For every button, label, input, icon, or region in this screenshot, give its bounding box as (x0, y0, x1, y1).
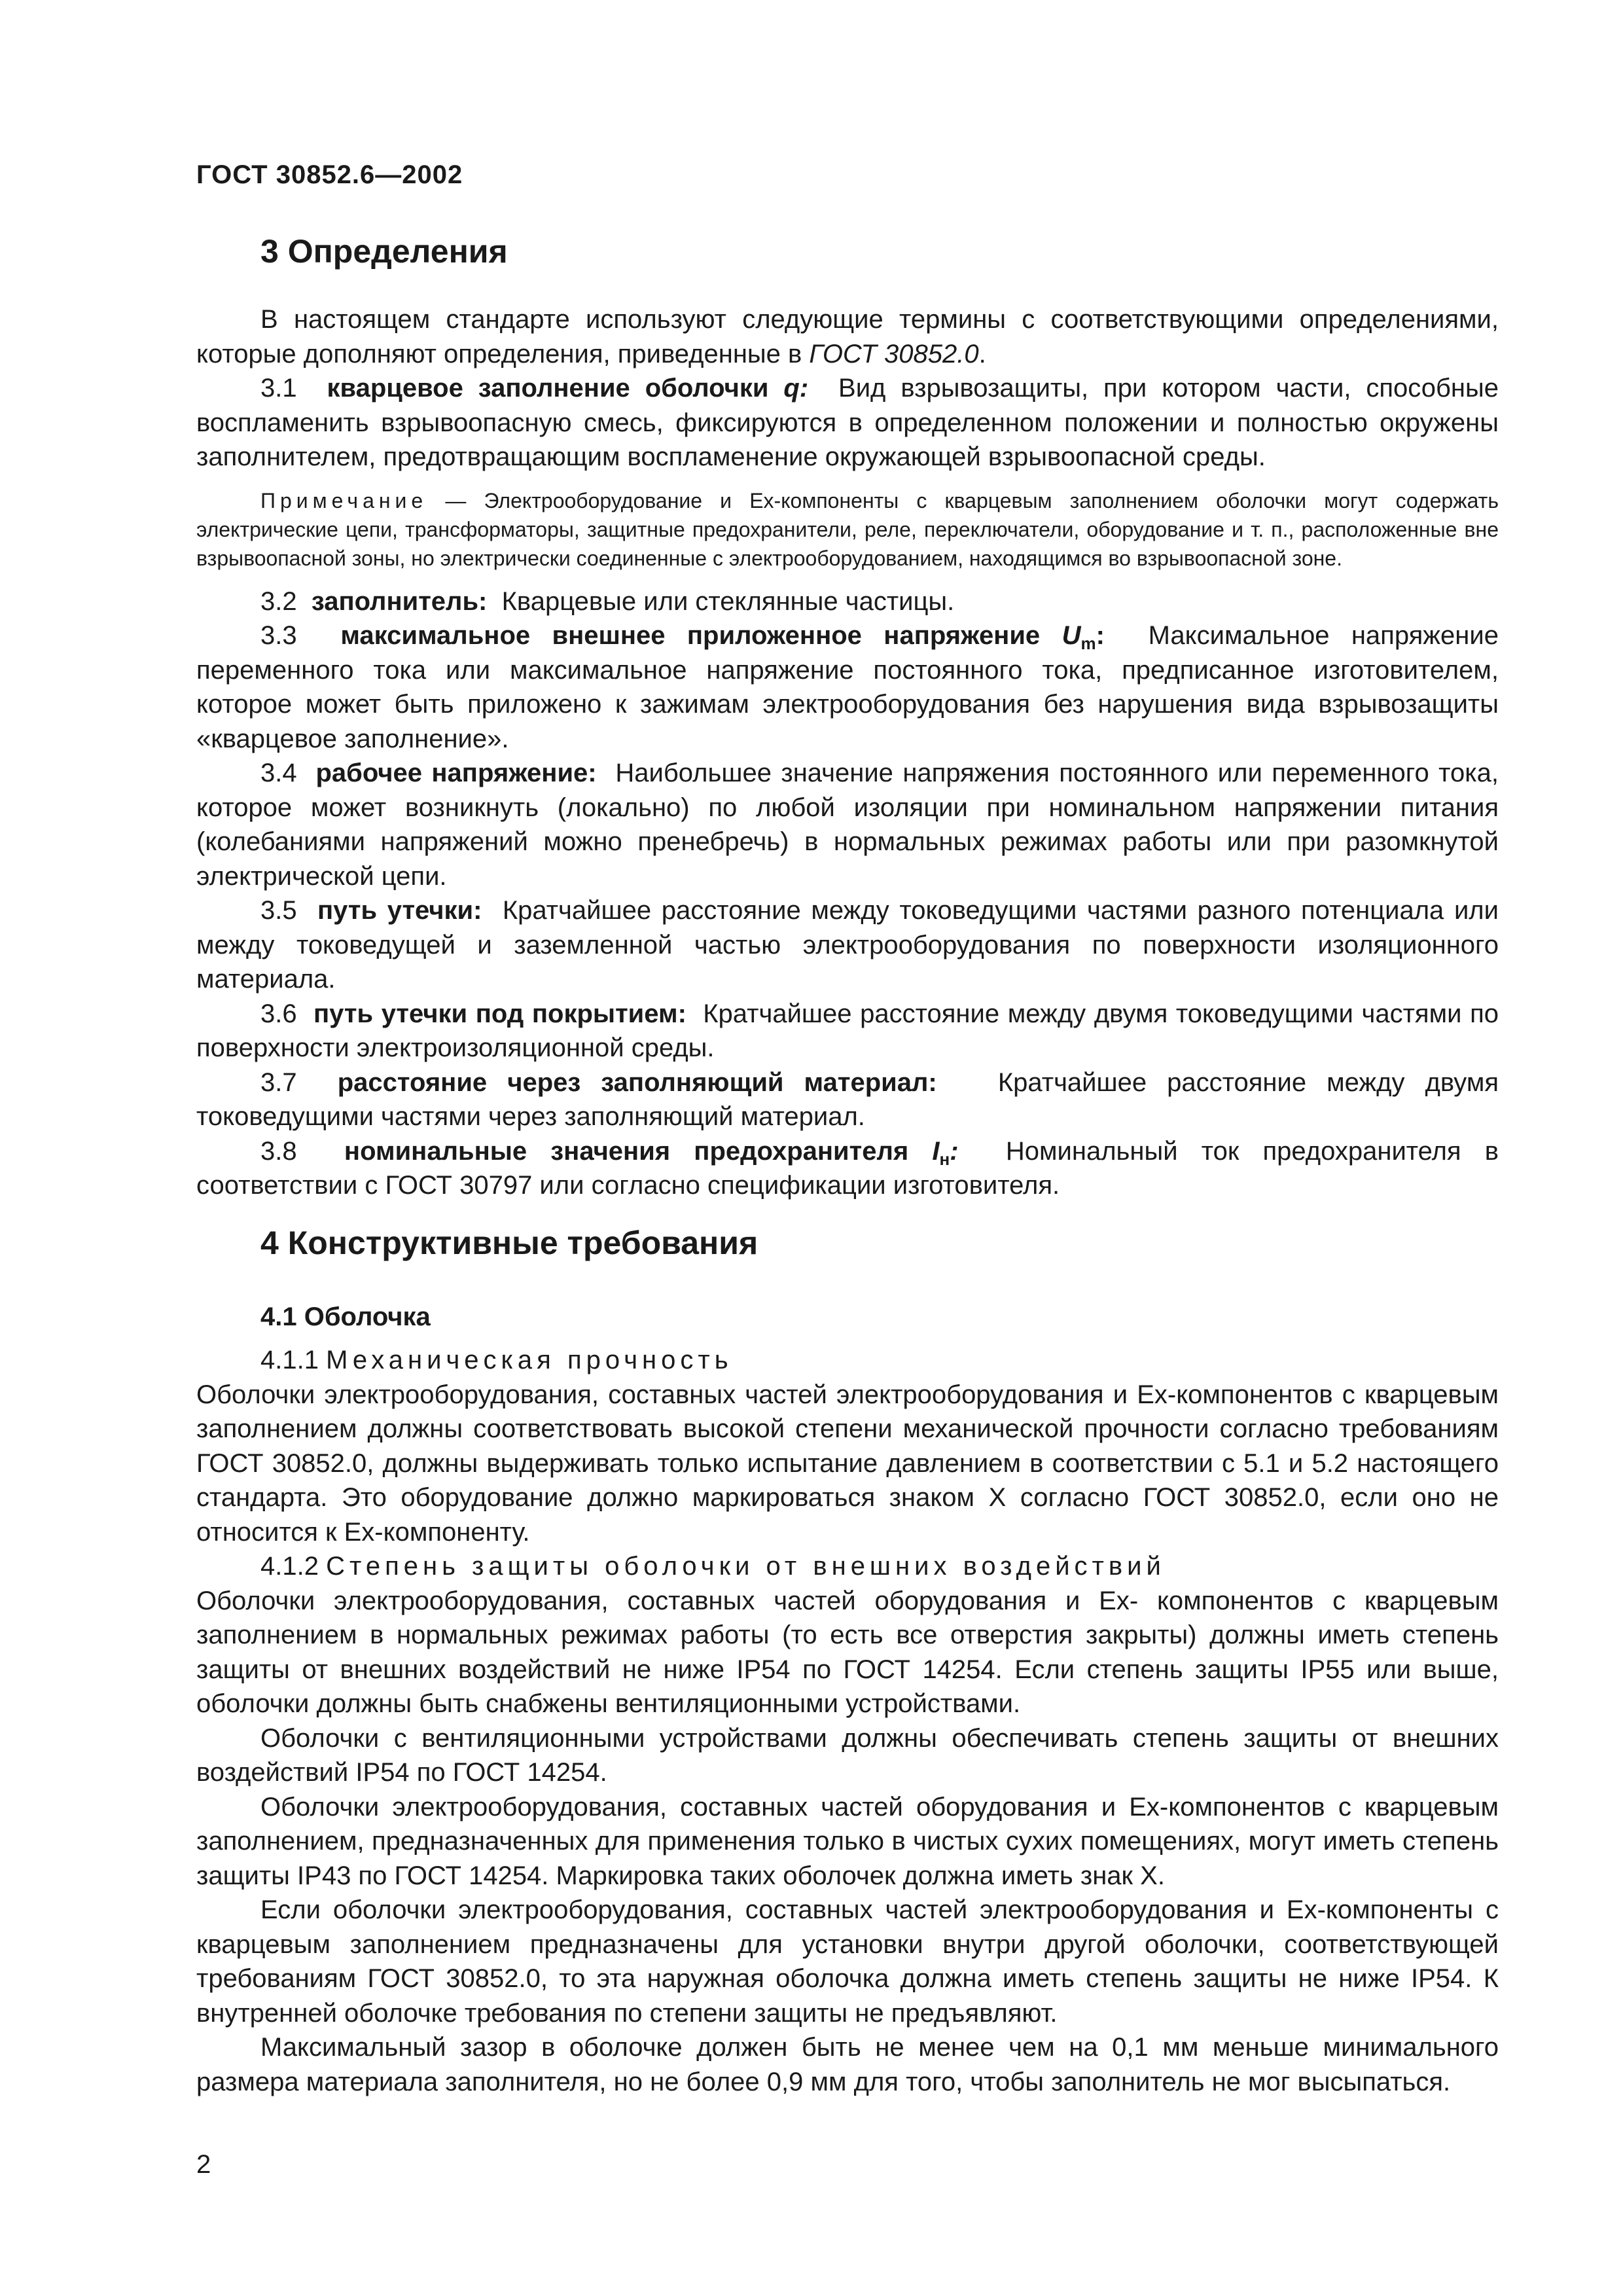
definition-3-5: 3.5 путь утечки: Кратчайшее расстояние между токоведущими частями разного потенциала или между токоведущей и заземленной частью электрооборудования по поверхности изоляционного материала. (196, 896, 1499, 994)
term-3-2: заполнитель: (311, 586, 488, 616)
term-3-5: путь утечки: (317, 896, 482, 925)
subsection-4-1-heading: 4.1 Оболочка (260, 1302, 431, 1331)
clause-4-1-2-paragraph-4: Если оболочки электрооборудования, составных частей электрооборудования и Ex-компоненты с кварцевым заполнением предназначены для установки внутри другой оболочки, соответствующей требованиям ГОСТ 30852.0, то эта наружная оболочка должна иметь степень защиты не ниже IP54. К внутренней оболочке требования по степени защиты не предъявляют. (196, 1895, 1499, 2028)
clause-4-1-2-heading: 4.1.2 Степень защиты оболочки от внешних воздействий (260, 1552, 1166, 1581)
term-3-3: максимальное внешнее приложенное напряжение (340, 621, 1041, 650)
symbol-q: q: (783, 374, 809, 403)
clause-4-1-2-paragraph-2: Оболочки с вентиляционными устройствами должны обеспечивать степень защиты от внешних воздействий IP54 по ГОСТ 14254. (196, 1723, 1499, 1787)
note-paragraph: Примечание — Электрооборудование и Ex-компоненты с кварцевым заполнением оболочки могут содержать электрические цепи, трансформаторы, защитные предохранители, реле, переключатели, оборудование и т. п., расположенные вне взрывоопасной зоны, но электрически соединенные с электрооборудованием, находящимся во взрывоопасной зоне. (196, 488, 1499, 570)
document-header: ГОСТ 30852.6—2002 (196, 160, 463, 189)
term-3-4: рабочее напряжение: (315, 759, 597, 787)
definition-3-4: 3.4 рабочее напряжение: Наибольшее значение напряжения постоянного или переменного тока, которое может возникнуть (локально) по любой изоляции при номинальном напряжении питания (колебаниями напряжений можно пренебречь) в нормальных режимах работы или при разомкнутой электрической цепи. (196, 759, 1499, 891)
clause-4-1-2-paragraph-5: Максимальный зазор в оболочке должен быть не менее чем на 0,1 мм меньше минимального размера материала заполнителя, но не более 0,9 мм для того, чтобы заполнитель не мог высыпаться. (196, 2033, 1499, 2096)
clause-4-1-2-paragraph-1: Оболочки электрооборудования, составных частей оборудования и Ex- компонентов с кварцевым заполнением в нормальных режимах работы (то есть все отверстия закрыты) должны иметь степень защиты от внешних воздействий не ниже IP54 по ГОСТ 14254. Если степень защиты IP55 или выше, оболочки должны быть снабжены вентиляционными устройствами. (196, 1586, 1499, 1718)
term-3-1: кварцевое заполнение оболочки (327, 374, 769, 403)
section-4-body (196, 1343, 1499, 2099)
page-number: 2 (196, 2150, 211, 2179)
intro-reference: ГОСТ 30852.0 (809, 339, 979, 368)
definition-3-8: 3.8 номинальные значения предохранителя $I_н$: Номинальный ток предохранителя в соответствии с ГОСТ 30797 или согласно спецификации изготовителя. (196, 1136, 1499, 1200)
term-3-6: путь утечки под покрытием: (313, 999, 687, 1028)
note-label: Примечание (260, 488, 428, 512)
intro-paragraph: В настоящем стандарте используют следующие термины с соответствующими определениями, которые дополняют определения, приведенные в ГОСТ 30852.0. (196, 305, 1499, 368)
symbol-um: U (1061, 621, 1081, 650)
definition-3-7: 3.7 расстояние через заполняющий материал: Кратчайшее расстояние между двумя токоведущими частями через заполняющий материал. (196, 1067, 1499, 1131)
clause-4-1-1-text: Оболочки электрооборудования, составных частей электрооборудования и Ex-компонентов с кварцевым заполнением должны соответствовать высокой степени механической прочности согласно требованиям ГОСТ 30852.0, должны выдерживать только испытание давлением в соответствии с 5.1 и 5.2 настоящего стандарта. Это оборудование должно маркироваться знаком X согласно ГОСТ 30852.0, если оно не относится к Ex-компоненту. (196, 1380, 1499, 1547)
definition-3-1: 3.1 кварцевое заполнение оболочки q: Вид взрывозащиты, при котором части, способные воспламенить взрывоопасную смесь, фиксируются в определенном положении и полностью окружены заполнителем, предотвращающим воспламенение окружающей взрывоопасной среды. (196, 374, 1499, 471)
definition-3-2: 3.2 заполнитель: Кварцевые или стеклянные частицы. (260, 586, 955, 616)
section-3-heading: 3 Определения (260, 233, 508, 270)
term-3-8: номинальные значения предохранителя (344, 1136, 909, 1166)
clause-4-1-1-heading: 4.1.1 Механическая прочность (260, 1346, 733, 1374)
clause-4-1-2-paragraph-3: Оболочки электрооборудования, составных частей оборудования и Ex-компонентов с кварцевым заполнением, предназначенных для применения только в чистых сухих помещениях, могут иметь степень защиты IP43 по ГОСТ 14254. Маркировка таких оболочек должна иметь знак X. (196, 1792, 1499, 1890)
term-3-7: расстояние через заполняющий материал: (337, 1067, 937, 1097)
symbol-in: I (932, 1136, 940, 1166)
section-3-body (196, 302, 1499, 1203)
definition-3-6: 3.6 путь утечки под покрытием: Кратчайшее расстояние между двумя токоведущими частями по поверхности электроизоляционной среды. (196, 999, 1499, 1062)
definition-3-3: 3.3 максимальное внешнее приложенное напряжение $U_m$: Максимальное напряжение переменного тока или максимальное напряжение постоянного тока, предписанное изготовителем, которое может быть приложено к зажимам электрооборудования без нарушения вида взрывозащиты «кварцевое заполнение». (196, 621, 1499, 753)
section-4-heading: 4 Конструктивные требования (260, 1225, 758, 1261)
